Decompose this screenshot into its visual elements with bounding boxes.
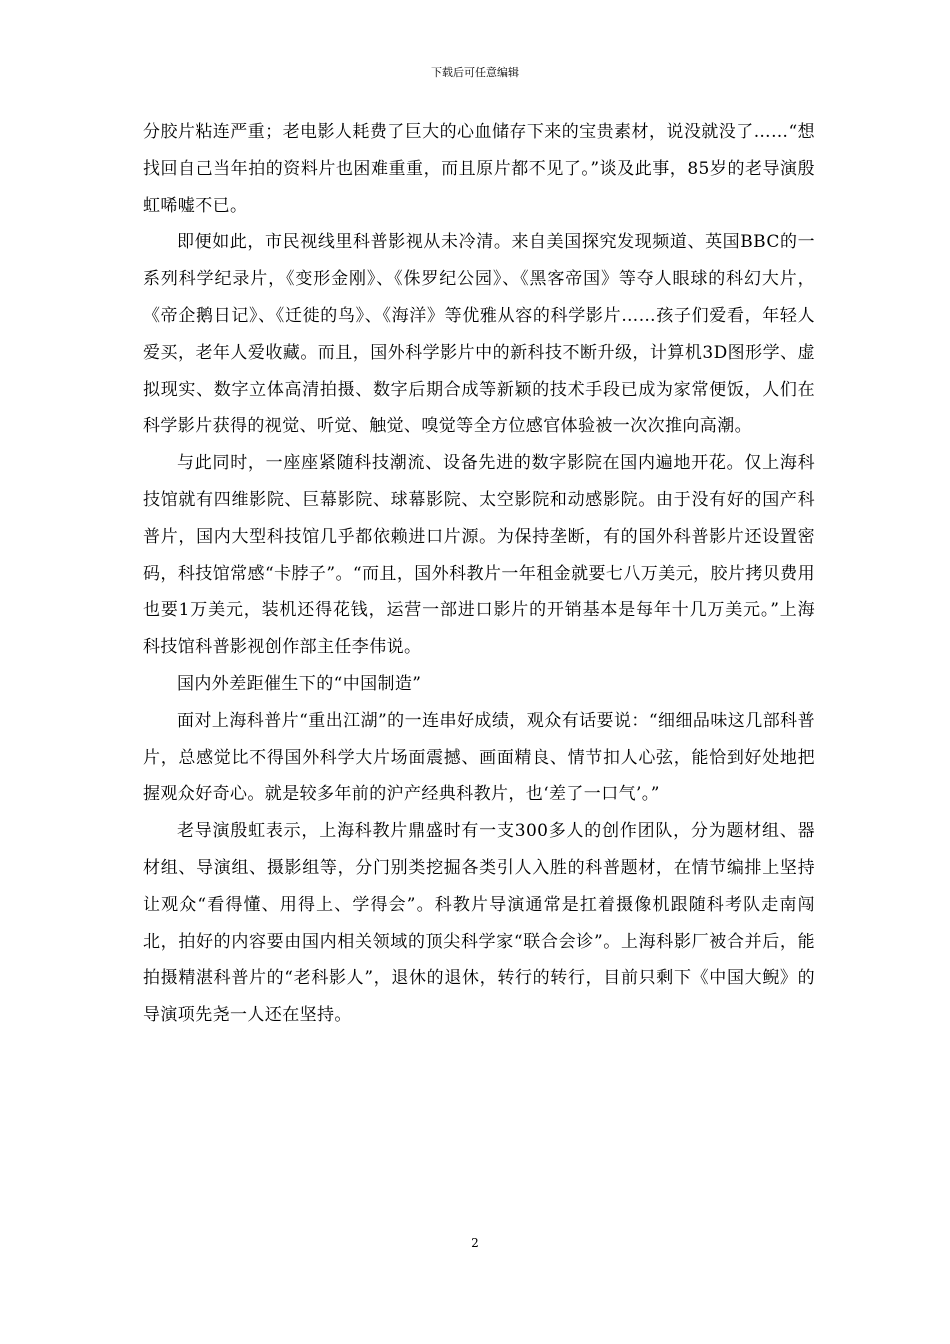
paragraph-director-statement: 老导演殷虹表示，上海科教片鼎盛时有一支300多人的创作团队，分为题材组、器材组、导演组、摄影组等，分门别类挖掘各类引人入胜的科普题材，在情节编排上坚持让观众“看得懂、用得上、学得会”。科教片导演通常是扛着摄像机跟随科考队走南闯北，拍好的内容要由国内相关领域的顶尖科学家“联合会诊”。上海科影厂被合并后，能拍摄精湛科普片的“老科影人”，退休的退休，转行的转行，目前只剩下《中国大鲵》的导演项先尧一人还在坚持。: [143, 821, 815, 1026]
page-header: 下载后可任意编辑: [431, 66, 519, 79]
paragraph-foreign-films: 即便如此，市民视线里科普影视从未冷清。来自美国探究发现频道、英国BBC的一系列科学纪录片，《变形金刚》、《侏罗纪公园》、《黑客帝国》等夺人眼球的科幻大片，《帝企鹅日记》、《迁徙的鸟》、《海洋》等优雅从容的科学影片……孩子们爱看，年轻人爱买，老年人爱收藏。而且，国外科学影片中的新科技不断升级，计算机3D图形学、虚拟现实、数字立体高清拍摄、数字后期合成等新颖的技术手段已成为家常便饭，人们在科学影片获得的视觉、听觉、触觉、嗅觉等全方位感官体验被一次次推向高潮。: [143, 232, 815, 437]
paragraph-audience-opinion: 面对上海科普片“重出江湖”的一连串好成绩，观众有话要说：“细细品味这几部科普片，总感觉比不得国外科学大片场面震撼、画面精良、情节扣人心弦，能恰到好处地把握观众好奇心。就是较多年前的沪产经典科教片，也‘差了一口气’。”: [143, 710, 815, 805]
paragraph-continuation: 分胶片粘连严重；老电影人耗费了巨大的心血储存下来的宝贵素材，说没就没了……“想找回自己当年拍的资料片也困难重重，而且原片都不见了。”谈及此事，85岁的老导演殷虹唏嘘不已。: [143, 122, 815, 216]
section-heading: 国内外差距催生下的“中国制造”: [177, 673, 422, 694]
document-body: [143, 114, 815, 1034]
page-number: 2: [471, 1236, 479, 1250]
paragraph-digital-cinemas: 与此同时，一座座紧随科技潮流、设备先进的数字影院在国内遍地开花。仅上海科技馆就有四维影院、巨幕影院、球幕影院、太空影院和动感影院。由于没有好的国产科普片，国内大型科技馆几乎都依赖进口片源。为保持垄断，有的国外科普影片还设置密码，科技馆常感“卡脖子”。“而且，国外科教片一年租金就要七八万美元，胶片拷贝费用也要1万美元，装机还得花钱，运营一部进口影片的开销基本是每年十几万美元。”上海科技馆科普影视创作部主任李伟说。: [143, 453, 815, 658]
